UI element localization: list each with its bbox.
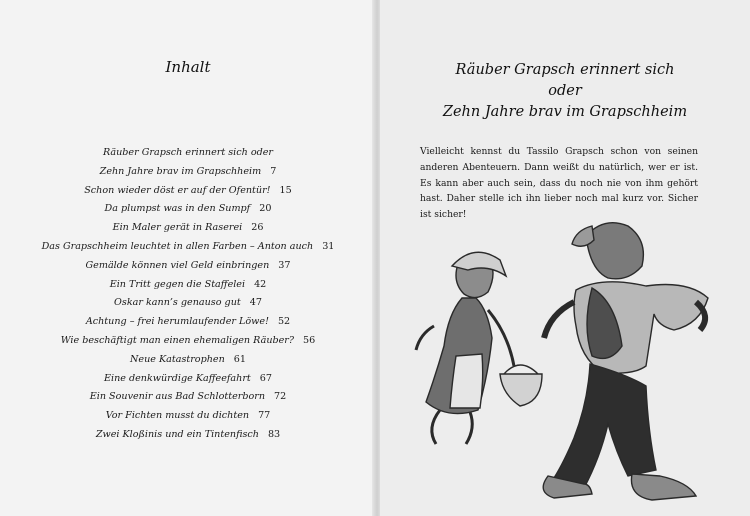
toc-entry-page: 56 — [303, 334, 316, 346]
toc-entry-text: Ein Maler gerät in Raserei — [112, 222, 243, 234]
table-of-contents — [0, 144, 376, 445]
toc-entry[interactable] — [0, 407, 376, 426]
woman-figure — [416, 252, 542, 444]
toc-entry[interactable] — [0, 388, 376, 407]
toc-entry[interactable] — [0, 200, 376, 219]
toc-entry-page: 77 — [258, 410, 271, 422]
toc-entry-page: 61 — [233, 353, 246, 365]
toc-entry-text: Eine denkwürdige Kaffeefahrt — [104, 372, 251, 384]
toc-entry-text: Räuber Grapsch erinnert sich oder — [102, 147, 274, 158]
toc-entry[interactable] — [0, 370, 376, 389]
toc-entry-text: Gemälde können viel Geld einbringen — [85, 259, 270, 271]
toc-entry-text: Ein Souvenir aus Bad Schlotterborn — [89, 391, 266, 403]
toc-entry[interactable] — [0, 144, 376, 163]
toc-entry-text: Achtung – frei herumlaufender Löwe! — [85, 316, 269, 328]
toc-entry[interactable] — [0, 294, 376, 313]
toc-entry-page: 67 — [259, 372, 272, 384]
toc-entry-page: 7 — [270, 165, 277, 177]
toc-entry-text: Zwei Kloßinis und ein Tintenfisch — [95, 428, 259, 440]
toc-entry[interactable] — [0, 332, 376, 351]
toc-entry-text: Vor Fichten musst du dichten — [105, 410, 250, 422]
toc-entry-page: 42 — [254, 278, 267, 290]
toc-entry-page: 37 — [278, 259, 291, 271]
chapter-title-line: Zehn Jahre brav im Grapschheim — [442, 104, 688, 120]
toc-title: Inhalt — [165, 58, 211, 76]
toc-entry-text: Oskar kann’s genauso gut — [114, 297, 241, 309]
chapter-body-text: Vielleicht kennst du Tassilo Grapsch schon von seinen anderen Abenteuern. Dann weißt du natürlich, wer er ist. Es kann aber auch sein, dass du noch nie von ihm gehört hast. Daher stelle ich ihn lieber noch mal kurz vor. Sicher ist sicher! — [420, 146, 698, 221]
toc-entry[interactable] — [0, 182, 376, 201]
toc-entry[interactable] — [0, 276, 376, 295]
toc-entry[interactable] — [0, 351, 376, 370]
toc-entry-page: 20 — [259, 203, 272, 215]
toc-entry[interactable] — [0, 238, 376, 257]
toc-entry-page: 31 — [322, 240, 335, 252]
toc-entry-text: Da plumpst was in den Sumpf — [104, 203, 251, 215]
toc-entry-text: Zehn Jahre brav im Grapschheim — [99, 165, 262, 177]
toc-entry[interactable] — [0, 426, 376, 445]
toc-entry-text: Wie beschäftigt man einen ehemaligen Räuber? — [60, 334, 295, 346]
toc-entry[interactable] — [0, 313, 376, 332]
toc-entry[interactable] — [0, 219, 376, 238]
toc-entry-page: 72 — [274, 391, 287, 403]
toc-entry-text: Das Grapschheim leuchtet in allen Farben – Anton auch — [41, 240, 314, 252]
toc-entry[interactable] — [0, 163, 376, 182]
toc-entry[interactable] — [0, 257, 376, 276]
toc-entry-page: 83 — [267, 428, 281, 440]
chapter-title-line: Räuber Grapsch erinnert sich — [455, 62, 675, 78]
toc-entry-page: 52 — [277, 316, 291, 328]
robber-and-woman-illustration — [396, 206, 750, 506]
chapter-title — [380, 60, 750, 123]
toc-entry-text: Neue Katastrophen — [130, 353, 225, 365]
chapter-title-line: oder — [548, 83, 582, 99]
toc-entry-text: Ein Tritt gegen die Staffelei — [109, 278, 246, 290]
robber-figure — [543, 223, 708, 500]
toc-entry-text: Schon wieder döst er auf der Ofentür! — [84, 184, 271, 196]
toc-entry-page: 47 — [249, 297, 262, 309]
toc-entry-page: 26 — [251, 222, 264, 234]
toc-entry-page: 15 — [279, 184, 292, 196]
